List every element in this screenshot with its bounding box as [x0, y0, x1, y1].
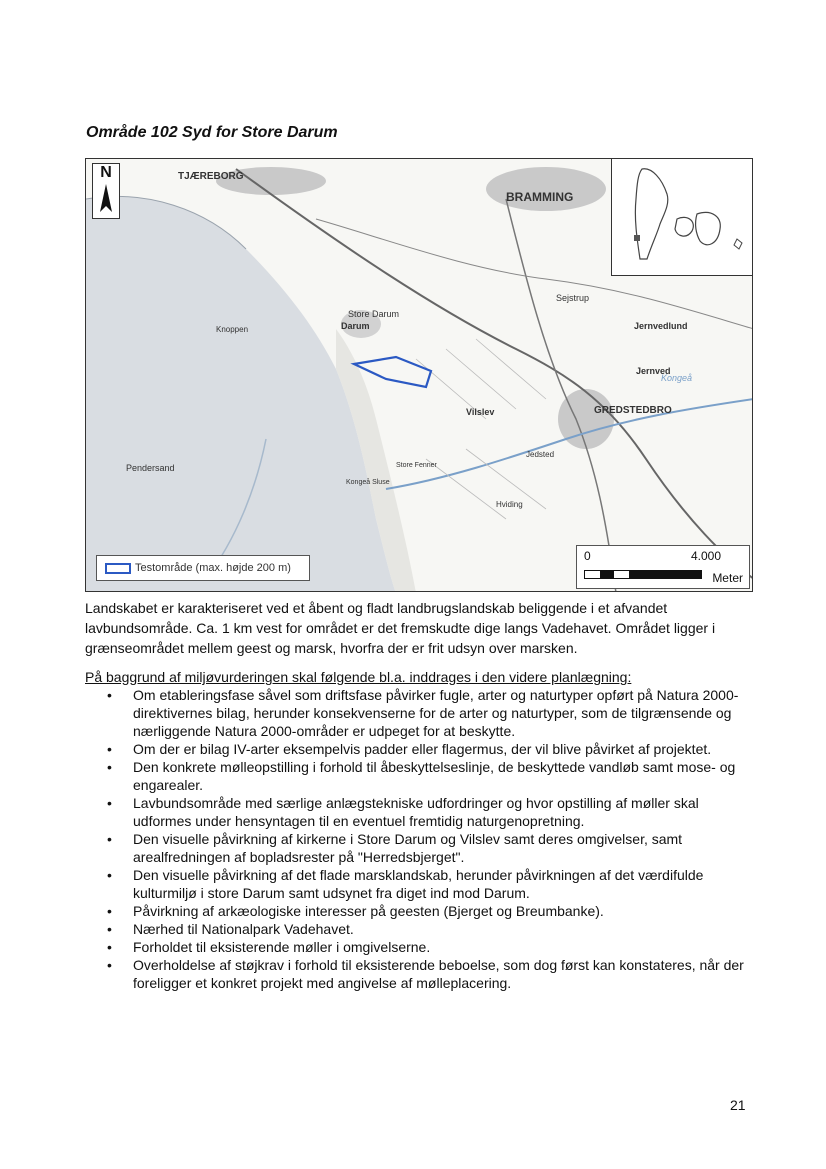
- label-sejstrup: Sejstrup: [556, 293, 590, 303]
- label-bramming: BRAMMING: [506, 190, 574, 204]
- label-kongeaa-sluse: Kongeå Sluse: [346, 479, 390, 486]
- label-jernved: Jernved: [636, 366, 671, 376]
- list-item: • Lavbundsområde med særlige anlægstekniske udfordringer og hvor opstilling af møller skal udformes under hensyntagen til en eventuel fremtidig naturgenopretning.: [85, 794, 755, 830]
- list-item: • Den visuelle påvirkning af det flade marsklandskab, herunder påvirkningen af det værdifulde kulturmiljø i store Darum samt udsynet fra diget ind mod Darum.: [85, 866, 755, 902]
- north-arrow-icon: [93, 164, 119, 218]
- denmark-outline-icon: [612, 159, 752, 275]
- label-jedsted: Jedsted: [526, 450, 555, 459]
- label-darum: Darum: [341, 321, 370, 331]
- page-number: 21: [730, 1097, 746, 1113]
- list-item: • Om der er bilag IV-arter eksempelvis padder eller flagermus, der vil blive påvirket af projektet.: [85, 740, 755, 758]
- scale-bar-box: [576, 545, 750, 589]
- list-item: • Påvirkning af arkæologiske interesser på geesten (Bjerget og Breumbanke).: [85, 902, 755, 920]
- label-gredstedbro: GREDSTEDBRO: [594, 405, 672, 416]
- scale-unit: Meter: [712, 571, 743, 585]
- scale-end: 4.000: [690, 549, 721, 563]
- label-vilslev: Vilslev: [466, 407, 495, 417]
- scale-start: 0: [584, 549, 591, 563]
- landscape-paragraph: Landskabet er karakteriseret ved et åbent og fladt landbrugslandskab beliggende i et afvandet lavbundsområde. Ca. 1 km vest for området er det fremskudte dige langs Vadehavet. Området ligger i grænseområdet mellem geest og marsk, hvorfra der er frit udsyn over marsken.: [85, 600, 716, 656]
- area-marker: [634, 235, 640, 241]
- map-legend: [96, 555, 310, 581]
- list-item: • Overholdelse af støjkrav i forhold til eksisterende beboelse, som dog først kan konstateres, når der foreligger et konkret projekt med angivelse af mølleplacering.: [85, 956, 755, 992]
- planning-subheading: På baggrund af miljøvurderingen skal følgende bl.a. inddrages i den videre planlægning:: [85, 669, 632, 685]
- label-store-fenner: Store Fenner: [396, 462, 437, 469]
- north-arrow: [92, 163, 120, 219]
- label-store-darum: Store Darum: [348, 309, 400, 319]
- label-hviding: Hviding: [496, 500, 523, 509]
- label-kongeaa: Kongeå: [661, 373, 693, 383]
- location-map: [85, 158, 753, 592]
- scale-bar: [584, 570, 702, 579]
- field-lines: [416, 339, 546, 519]
- town-bramming: [486, 167, 606, 211]
- north-label: N: [100, 164, 112, 181]
- label-pendersand: Pendersand: [126, 463, 175, 473]
- label-knoppen: Knoppen: [216, 325, 249, 334]
- denmark-inset-map: [611, 159, 752, 276]
- planning-list: [85, 686, 755, 992]
- legend-swatch: [105, 563, 131, 574]
- label-jernvedlund: Jernvedlund: [634, 321, 688, 331]
- legend-label: Testområde (max. højde 200 m): [135, 562, 291, 574]
- page-title: Område 102 Syd for Store Darum: [86, 124, 338, 141]
- list-item: • Om etableringsfase såvel som driftsfase påvirker fugle, arter og naturtyper opført på Natura 2000-direktivernes bilag, herunder konsekvenserne for de arter og naturtyper, som de tilgrænsende og nærliggende Natura 2000-områder er udpeget for at beskytte.: [85, 686, 755, 740]
- list-item: • Forholdet til eksisterende møller i omgivelserne.: [85, 938, 755, 956]
- list-item: • Den visuelle påvirkning af kirkerne i Store Darum og Vilslev samt deres omgivelser, samt arealfredningen af bopladsrester på "Herredsbjerget".: [85, 830, 755, 866]
- label-tjaereborg: TJÆREBORG: [178, 171, 244, 182]
- list-item: • Nærhed til Nationalpark Vadehavet.: [85, 920, 755, 938]
- list-item: • Den konkrete mølleopstilling i forhold til åbeskyttelseslinje, de beskyttede vandløb samt mose- og engarealer.: [85, 758, 755, 794]
